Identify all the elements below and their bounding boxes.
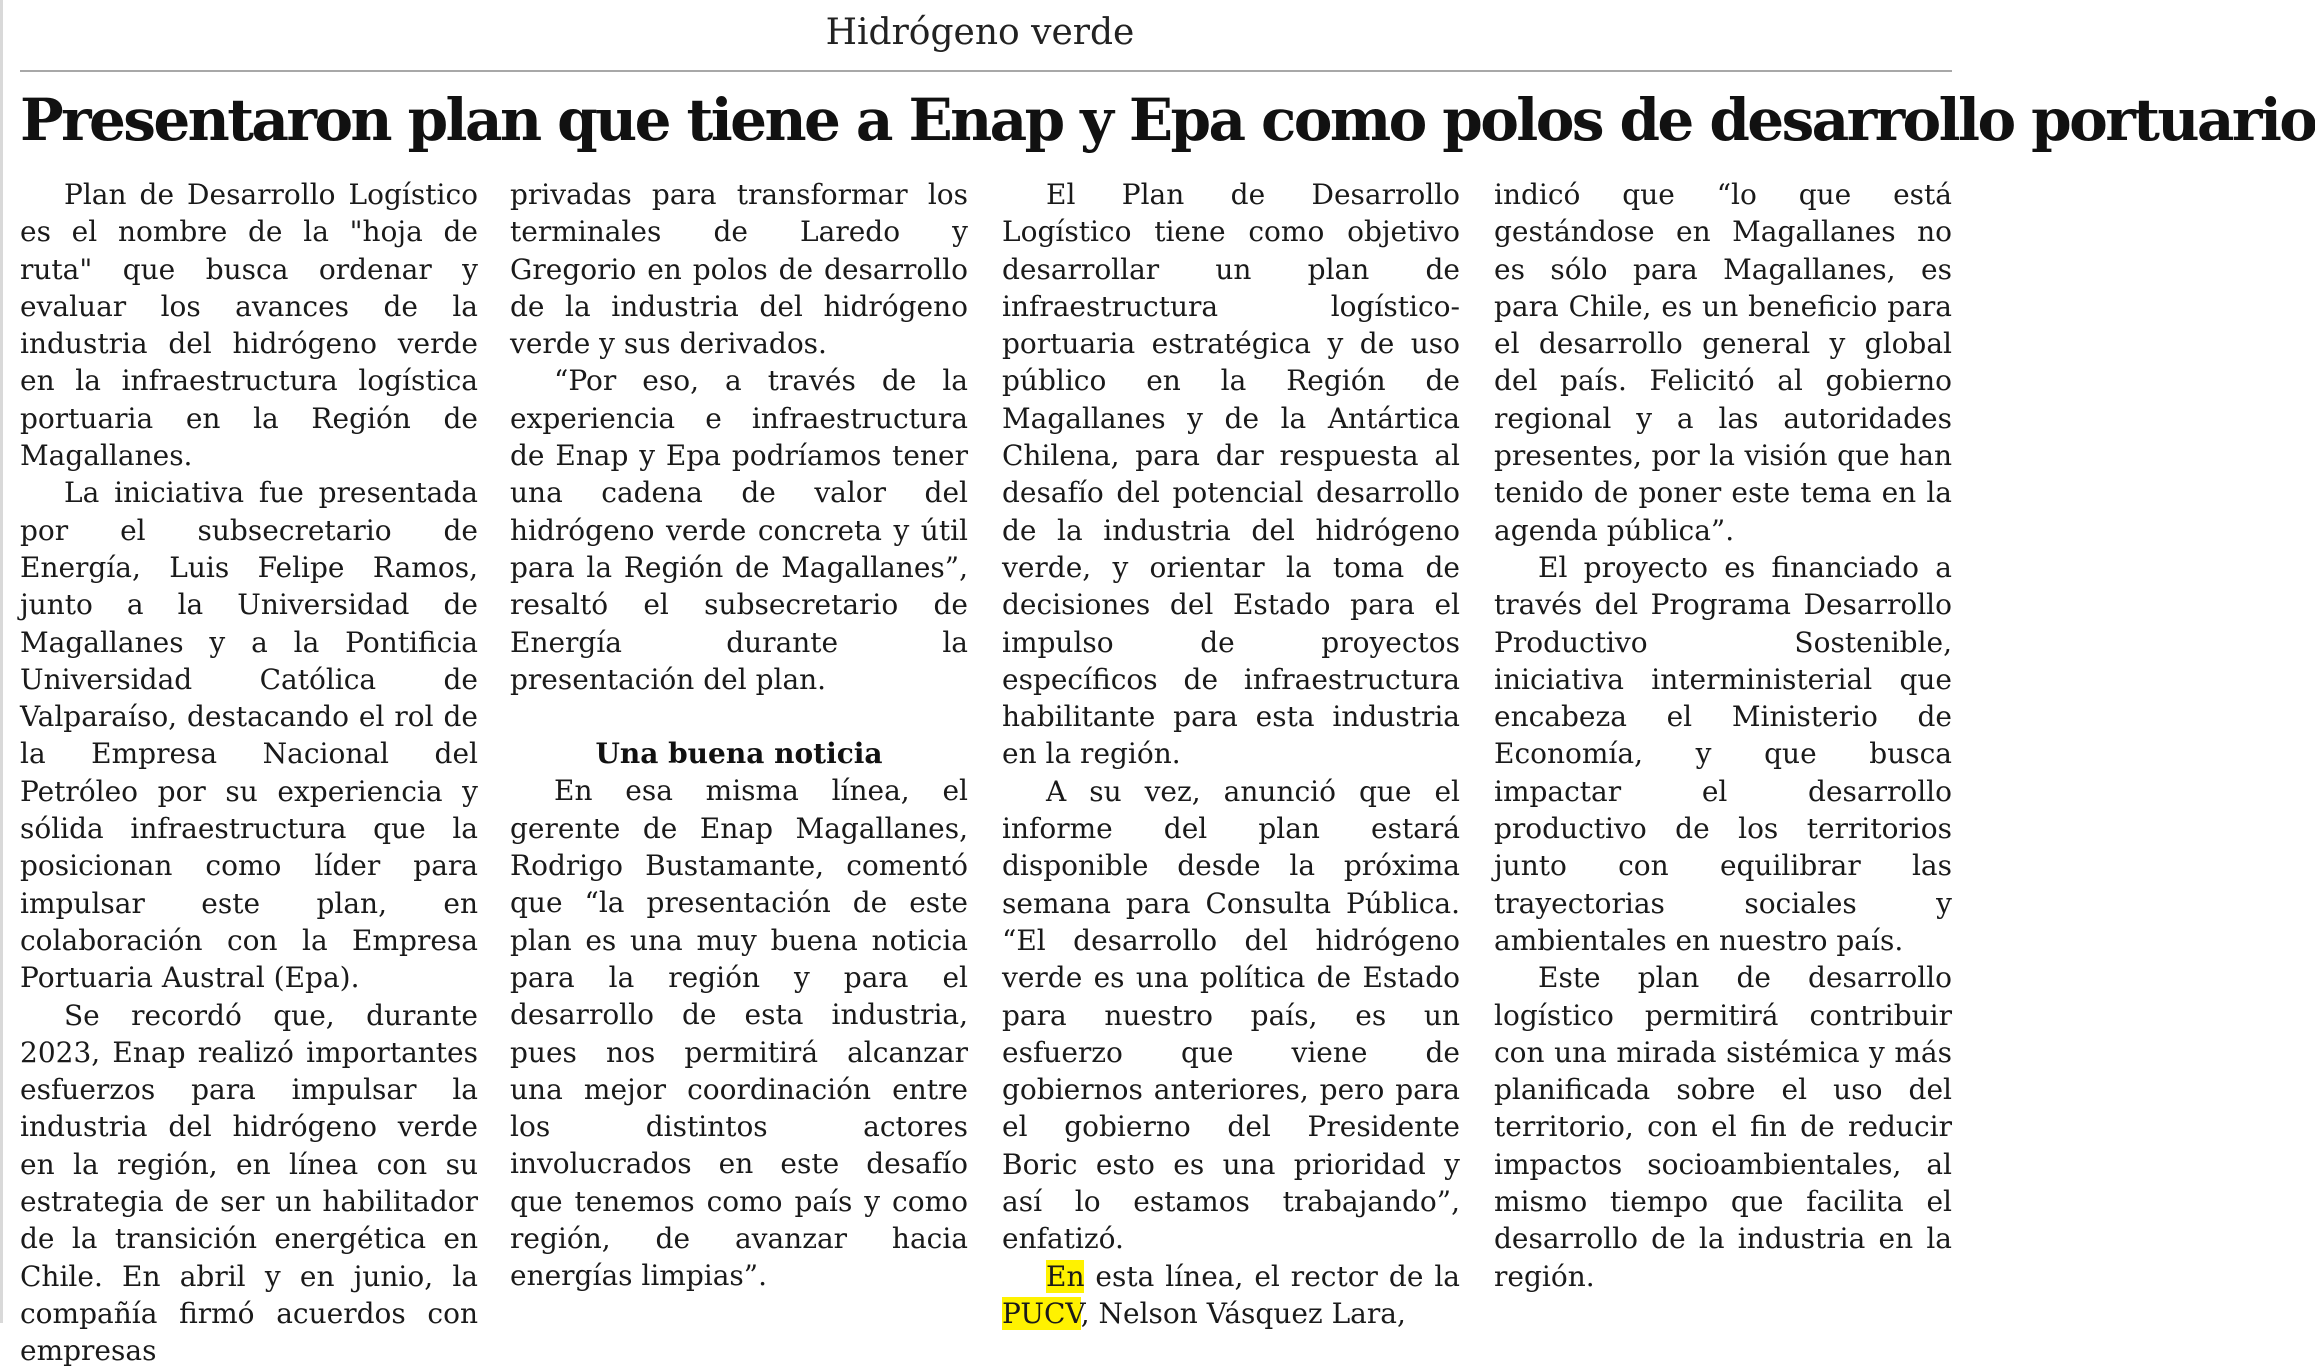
paragraph: privadas para transformar los terminales de Laredo y Gregorio en polos de desarrollo de la industria del hidrógeno verde y sus derivados.	[510, 178, 968, 361]
highlighted-text: PUCV	[1002, 1296, 1081, 1330]
article-column-1	[20, 176, 478, 1370]
highlighted-text: En	[1046, 1259, 1085, 1293]
article-column-2	[510, 176, 968, 1295]
section-divider	[20, 70, 1952, 72]
paragraph: El proyecto es financiado a través del Programa Desarrollo Productivo Sostenible, iniciativa interministerial que encabeza el Ministerio de Economía, y que busca impactar el desarrollo productivo de los territorios junto con equilibrar las trayectorias sociales y ambientales en nuestro país.	[1494, 550, 1952, 957]
paragraph: A su vez, anunció que el informe del plan estará disponible desde la próxima semana para Consulta Pública. “El desarrollo del hidrógeno verde es una política de Estado para nuestro país, es un esfuerzo que viene de gobiernos anteriores, pero para el gobierno del Presidente Boric esto es una prioridad y así lo estamos trabajando”, enfatizó.	[1002, 774, 1460, 1256]
section-label: Hidrógeno verde	[825, 12, 1135, 53]
paragraph: indicó que “lo que está gestándose en Magallanes no es sólo para Magallanes, es para Chile, es un beneficio para el desarrollo general y global del país. Felicitó al gobierno regional y a las autoridades presentes, por la visión que han tenido de poner este tema en la agenda pública”.	[1494, 178, 1952, 547]
subhead-spacer	[510, 698, 968, 735]
paragraph: Se recordó que, durante 2023, Enap realizó importantes esfuerzos para impulsar la industria del hidrógeno verde en la región, en línea con su estrategia de ser un habilitador de la transición energética en Chile. En abril y en junio, la compañía firmó acuerdos con empresas	[20, 998, 478, 1368]
article-headline: Presentaron plan que tiene a Enap y Epa como polos de desarrollo portuario	[20, 86, 2315, 154]
paragraph: “Por eso, a través de la experiencia e infraestructura de Enap y Epa podríamos tener una cadena de valor del hidrógeno verde concreta y útil para la Región de Magallanes”, resaltó el subsecretario de Energía durante la presentación del plan.	[510, 364, 968, 696]
paragraph: En esa misma línea, el gerente de Enap Magallanes, Rodrigo Bustamante, comentó que “la presentación de este plan es una muy buena noticia para la región y para el desarrollo de esta industria, pues nos permitirá alcanzar una mejor coordinación entre los distintos actores involucrados en este desafío que tenemos como país y como región, de avanzar hacia energías limpias”.	[510, 774, 968, 1293]
article-column-3	[1002, 176, 1460, 1332]
paragraph: Este plan de desarrollo logístico permitirá contribuir con una mirada sistémica y más planificada sobre el uso del territorio, con el fin de reducir impactos socioambientales, al mismo tiempo que facilita el desarrollo de la industria en la región.	[1494, 961, 1952, 1293]
paragraph: El Plan de Desarrollo Logístico tiene como objetivo desarrollar un plan de infraestructura logístico-portuaria estratégica y de uso público en la Región de Magallanes y de la Antártica Chilena, para dar respuesta al desafío del potencial desarrollo de la industria del hidrógeno verde, y orientar la toma de decisiones del Estado para el impulso de proyectos específicos de infraestructura habilitante para esta industria en la región.	[1002, 178, 1460, 771]
paragraph-text: , Nelson Vásquez Lara,	[1080, 1296, 1406, 1330]
paragraph: Plan de Desarrollo Logístico es el nombre de la "hoja de ruta" que busca ordenar y evaluar los avances de la industria del hidrógeno verde en la infraestructura logística portuaria en la Región de Magallanes.	[20, 178, 478, 473]
paragraph-text: esta línea, el rector de la	[1084, 1259, 1460, 1293]
paragraph	[1002, 1258, 1460, 1333]
paragraph: La iniciativa fue presentada por el subsecretario de Energía, Luis Felipe Ramos, junto a la Universidad de Magallanes y a la Pontificia Universidad Católica de Valparaíso, destacando el rol de la Empresa Nacional del Petróleo por su experiencia y sólida infraestructura que la posicionan como líder para impulsar este plan, en colaboración con la Empresa Portuaria Austral (Epa).	[20, 476, 478, 995]
article-subhead: Una buena noticia	[595, 737, 883, 771]
article-column-4	[1494, 176, 1952, 1295]
page-edge	[0, 0, 3, 1323]
